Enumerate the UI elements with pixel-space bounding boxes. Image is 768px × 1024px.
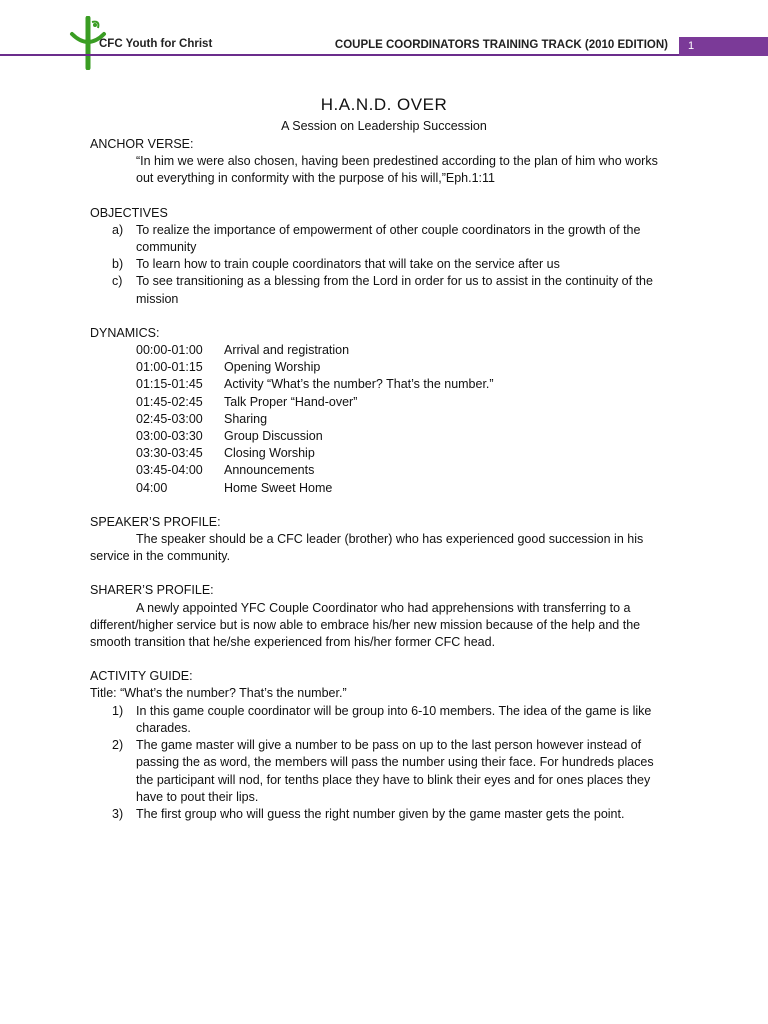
- speaker-heading: SPEAKER’S PROFILE:: [90, 514, 221, 529]
- sharer-heading: SHARER’S PROFILE:: [90, 583, 214, 598]
- list-marker: b): [112, 257, 124, 272]
- activity-step-text: The first group who will guess the right number given by the game master gets the point.: [136, 806, 625, 821]
- schedule-activity: Closing Worship: [224, 446, 315, 461]
- activity-step: [90, 703, 680, 737]
- objectives-heading: OBJECTIVES: [90, 205, 168, 220]
- schedule-time: 04:00: [136, 480, 168, 495]
- activity-step-text: charades.: [136, 720, 191, 735]
- schedule-row: [90, 376, 680, 393]
- schedule-activity: Activity “What’s the number? That’s the number.”: [224, 377, 494, 392]
- schedule-time: 01:15-01:45: [136, 377, 203, 392]
- activity-step-text: In this game couple coordinator will be group into 6-10 members. The idea of the game is like: [136, 703, 652, 718]
- anchor-verse-line: out everything in conformity with the purpose of his will,”Eph.1:11: [136, 171, 495, 186]
- objective-item: [90, 273, 680, 307]
- list-marker: 3): [112, 806, 124, 821]
- list-marker: 2): [112, 738, 124, 753]
- activity-step-text: have to pout their lips.: [136, 789, 259, 804]
- header-doc-title: COUPLE COORDINATORS TRAINING TRACK (2010 EDITION): [334, 39, 668, 51]
- objective-text: To learn how to train couple coordinators that will take on the service after us: [136, 257, 560, 272]
- objective-text: community: [136, 240, 197, 255]
- document-body: [90, 136, 680, 823]
- schedule-activity: Announcements: [224, 463, 315, 478]
- anchor-heading: ANCHOR VERSE:: [90, 137, 194, 151]
- activity-step: [90, 806, 680, 823]
- activity-heading: ACTIVITY GUIDE:: [90, 669, 193, 684]
- schedule-time: 03:30-03:45: [136, 446, 203, 461]
- sharer-text-line: A newly appointed YFC Couple Coordinator who had apprehensions with transferring to a: [136, 600, 631, 615]
- objective-item: [90, 256, 680, 273]
- schedule-row: [90, 359, 680, 376]
- anchor-verse-line: “In him we were also chosen, having been predestined according to the plan of him who works: [136, 154, 658, 169]
- schedule-row: [90, 480, 680, 497]
- list-marker: 1): [112, 703, 124, 718]
- schedule-activity: Home Sweet Home: [224, 480, 333, 495]
- schedule-activity: Talk Proper “Hand-over”: [224, 394, 358, 409]
- activity-step-text: passing the as word, the members will pass the number using their face. For hundreds places: [136, 755, 654, 770]
- schedule-time: 03:45-04:00: [136, 463, 203, 478]
- activity-step: [90, 737, 680, 806]
- document-title: H.A.N.D. OVER: [320, 95, 448, 114]
- objective-text: To realize the importance of empowerment of other couple coordinators in the growth of the: [136, 222, 641, 237]
- sharer-text-line: smooth transition that he/she experienced from his/her former CFC head.: [90, 635, 496, 650]
- org-name: CFC Youth for Christ: [99, 38, 213, 50]
- schedule-row: [90, 411, 680, 428]
- activity-step-text: the participant will nod, for tenths place they have to blink their eyes and for ones places they: [136, 772, 651, 787]
- schedule-time: 01:00-01:15: [136, 360, 203, 375]
- page-header: [0, 0, 768, 60]
- speaker-text-line: The speaker should be a CFC leader (brother) who has experienced good succession in his: [136, 532, 644, 547]
- page-number: 1: [688, 40, 695, 52]
- objective-item: [90, 222, 680, 256]
- schedule-time: 00:00-01:00: [136, 343, 203, 358]
- schedule-row: [90, 428, 680, 445]
- speaker-text-line: service in the community.: [90, 549, 231, 564]
- activity-title: Title: “What’s the number? That’s the number.”: [90, 686, 347, 701]
- objective-text: mission: [136, 291, 179, 306]
- list-marker: c): [112, 274, 123, 289]
- schedule-time: 03:00-03:30: [136, 429, 203, 444]
- schedule-activity: Group Discussion: [224, 429, 323, 444]
- objective-text: To see transitioning as a blessing from the Lord in order for us to assist in the continuity of the: [136, 274, 653, 289]
- activity-step-text: The game master will give a number to be pass on up to the last person however instead of: [136, 738, 642, 753]
- schedule-activity: Arrival and registration: [224, 343, 350, 358]
- schedule-row: [90, 445, 680, 462]
- page-number-badge: [679, 37, 768, 56]
- sharer-text-line: different/higher service but is now able to embrace his/her new mission because of the help and the: [90, 617, 641, 632]
- schedule-row: [90, 342, 680, 359]
- list-marker: a): [112, 222, 124, 237]
- schedule-time: 02:45-03:00: [136, 411, 203, 426]
- document-subtitle: A Session on Leadership Succession: [281, 119, 487, 133]
- schedule-activity: Sharing: [224, 411, 268, 426]
- schedule-row: [90, 394, 680, 411]
- schedule-activity: Opening Worship: [224, 360, 321, 375]
- schedule-time: 01:45-02:45: [136, 394, 203, 409]
- header-rule: [0, 54, 680, 56]
- dynamics-heading: DYNAMICS:: [90, 325, 160, 340]
- schedule-row: [90, 462, 680, 479]
